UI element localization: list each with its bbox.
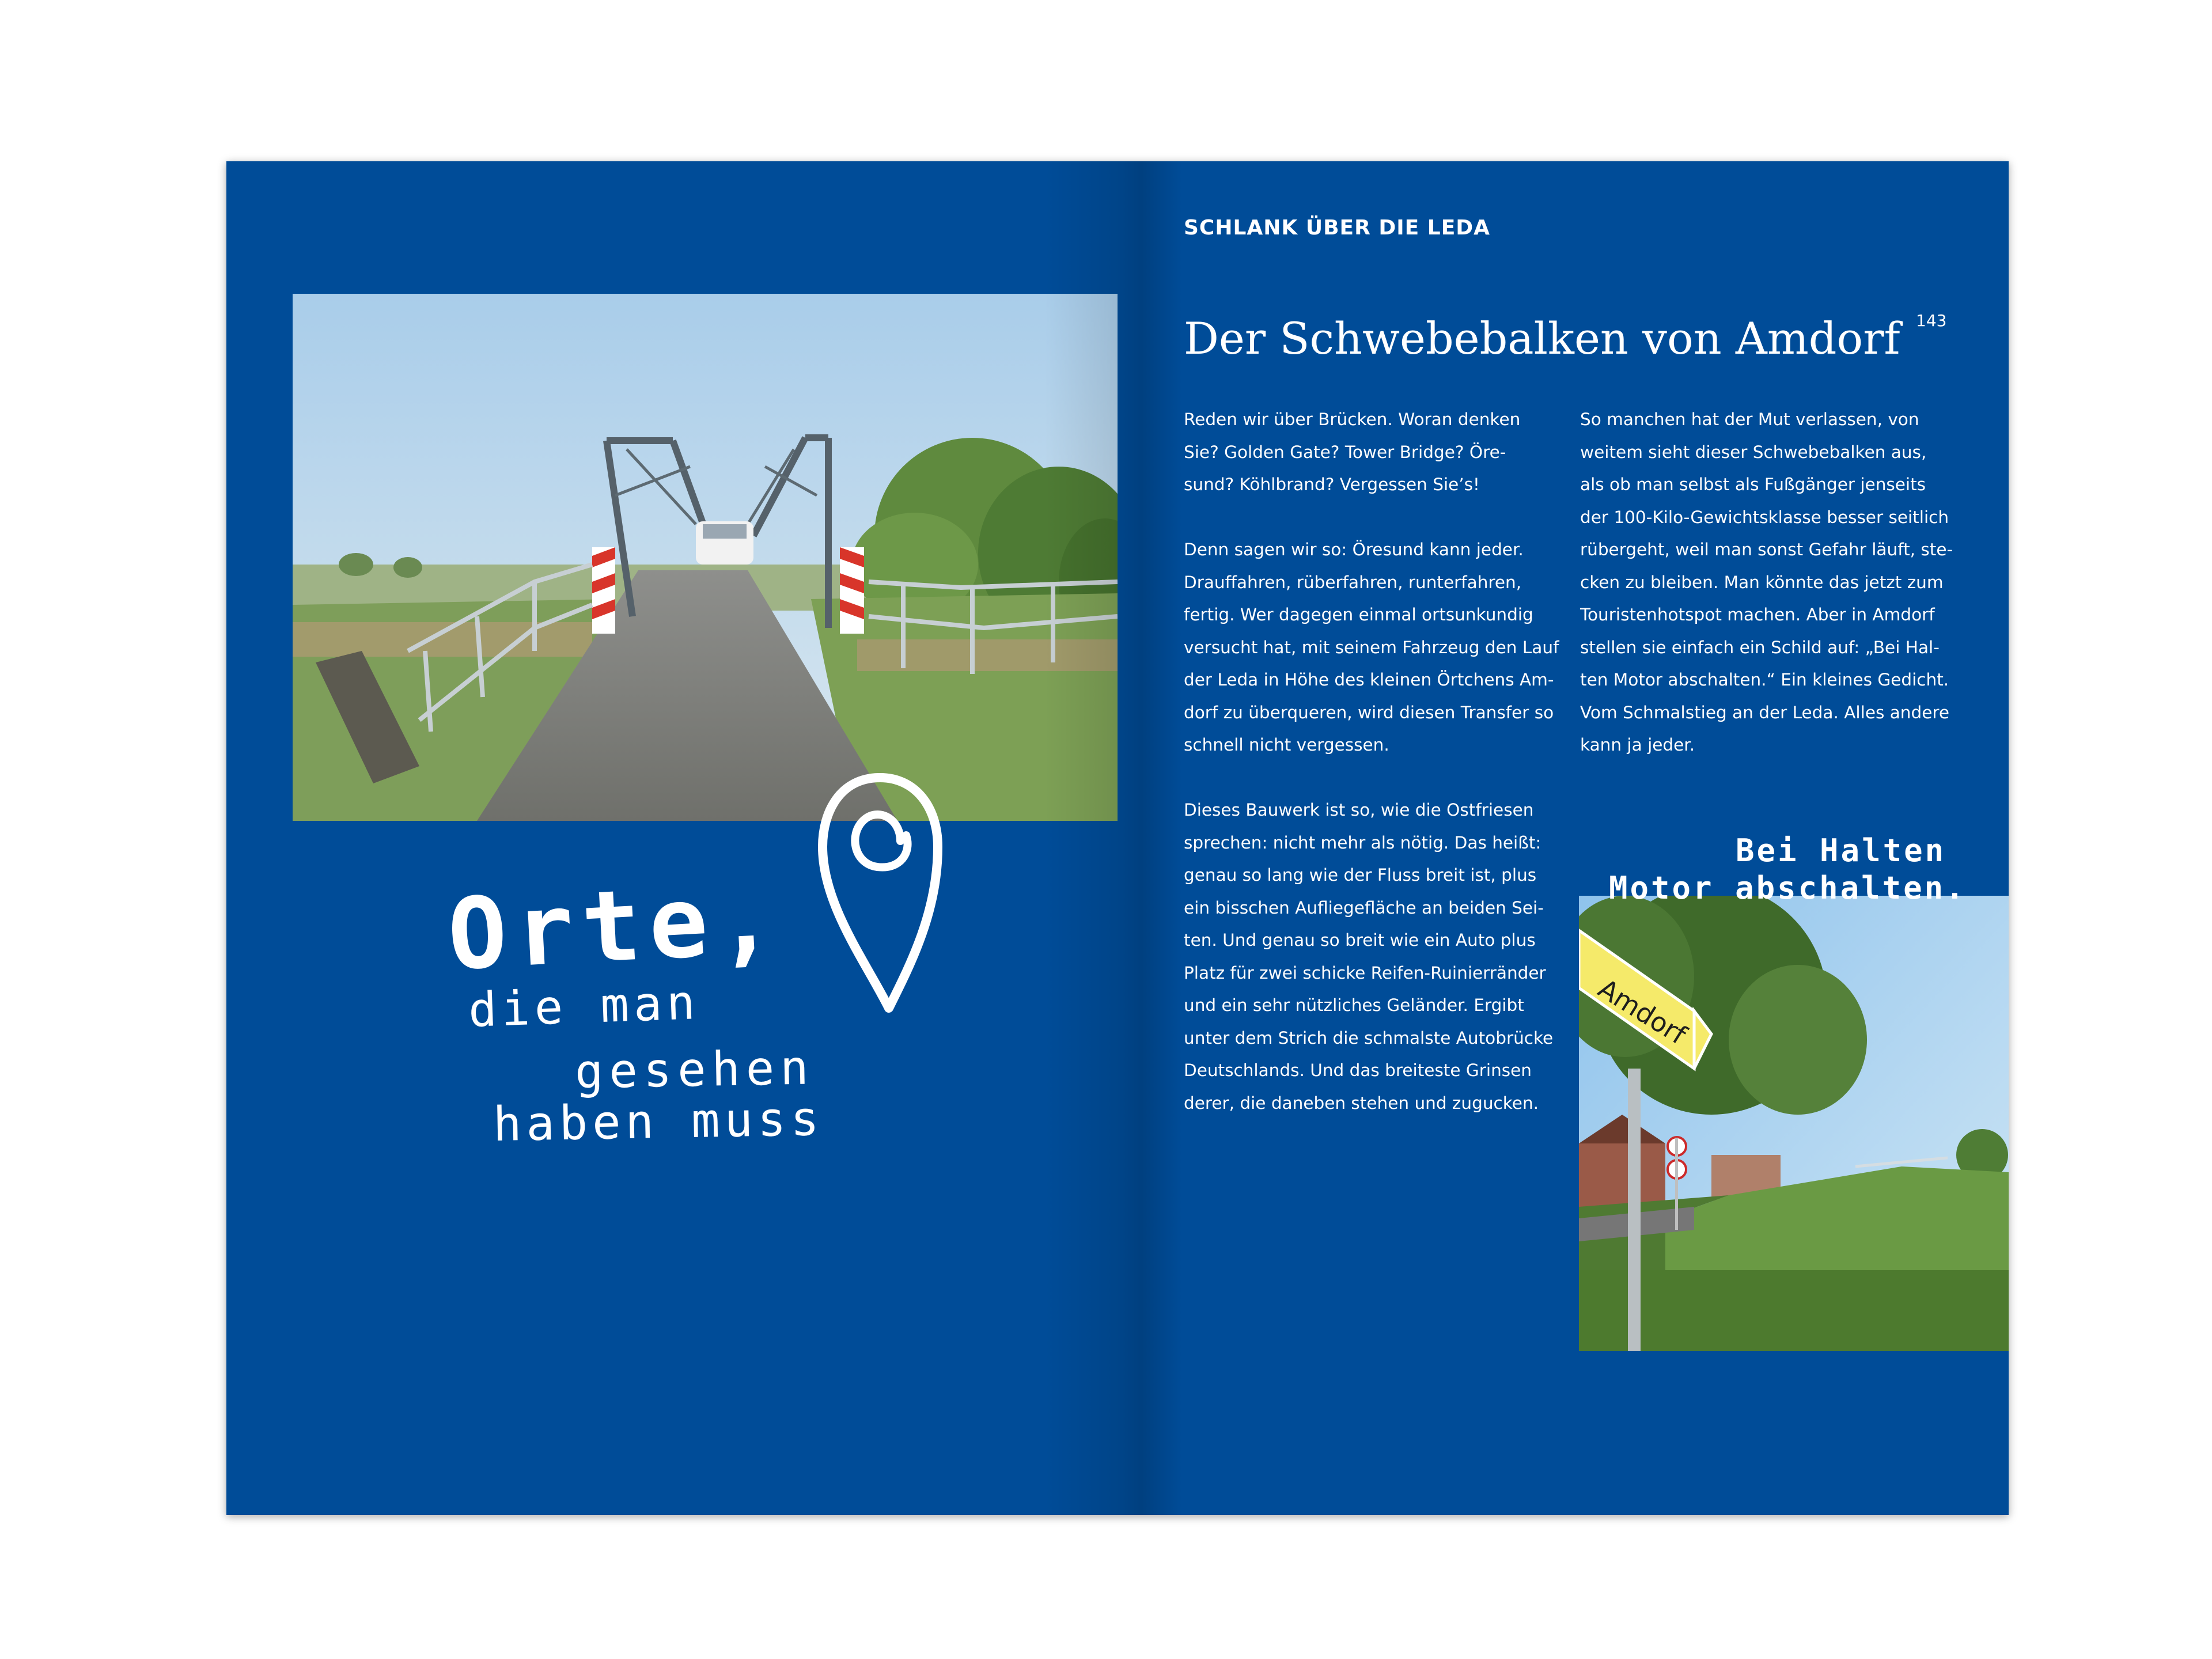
text-column-right [1580, 403, 1953, 794]
text-column-left [1184, 403, 1559, 1152]
town-sign-photo [1579, 896, 2009, 1351]
text-line: stellen sie einfach ein Schild auf: „Bei Hal- [1580, 637, 1940, 657]
text-line: der 100-Kilo-Gewichtsklasse besser seitlich [1580, 507, 1949, 527]
text-line: Sie? Golden Gate? Tower Bridge? Öre- [1184, 442, 1506, 462]
text-line: cken zu bleiben. Man könnte das jetzt zum [1580, 572, 1944, 592]
text-line: Touristenhotspot machen. Aber in Amdorf [1580, 605, 1935, 624]
text-line: ten Motor abschalten.“ Ein kleines Gedicht. [1580, 670, 1949, 690]
text-line: fertig. Wer dagegen einmal ortsunkundig [1184, 605, 1533, 624]
article-title: Der Schwebebalken von Amdorf [1184, 313, 1900, 364]
text-line: Deutschlands. Und das breiteste Grinsen [1184, 1060, 1532, 1080]
paragraph-1 [1184, 403, 1541, 501]
handwriting-line-4: haben muss [493, 1092, 824, 1152]
text-line: Reden wir über Brücken. Woran denken [1184, 410, 1521, 429]
text-line: als ob man selbst als Fußgänger jenseits [1580, 475, 1926, 494]
text-line: Denn sagen wir so: Öresund kann jeder. [1184, 540, 1524, 559]
handwriting-line-2: die man [467, 975, 701, 1038]
bridge-photo [293, 294, 1118, 821]
text-line: weitem sieht dieser Schwebebalken aus, [1580, 442, 1927, 462]
text-line: Vom Schmalstieg an der Leda. Alles andere [1580, 702, 1949, 722]
text-line: unter dem Strich die schmalste Autobrücke [1184, 1028, 1554, 1048]
text-line: So manchen hat der Mut verlassen, von [1580, 410, 1919, 429]
text-line: versucht hat, mit seinem Fahrzeug den Lauf [1184, 637, 1559, 657]
text-line: ten. Und genau so breit wie ein Auto plus [1184, 930, 1536, 950]
text-line: rübergeht, weil man sonst Gefahr läuft, ste- [1580, 540, 1953, 559]
handwriting-line-3: gesehen [574, 1040, 815, 1100]
text-line: und ein sehr nützliches Geländer. Ergibt [1184, 995, 1524, 1015]
paragraph-3 [1184, 794, 1554, 1119]
text-line: genau so lang wie der Fluss breit ist, plus [1184, 865, 1537, 885]
text-line: Dieses Bauwerk ist so, wie die Ostfriesen [1184, 800, 1534, 820]
text-line: derer, die daneben stehen und zugucken. [1184, 1093, 1539, 1113]
book-spread [226, 161, 2009, 1515]
text-line: Platz für zwei schicke Reifen-Ruinierränder [1184, 963, 1546, 983]
text-line: dorf zu überqueren, wird diesen Transfer so [1184, 702, 1554, 722]
paragraph-2 [1184, 533, 1559, 762]
town-sign-photo-image [1579, 896, 2009, 1351]
page-number: 143 [1916, 311, 1947, 330]
text-line: schnell nicht vergessen. [1184, 735, 1389, 755]
map-pin-icon [814, 766, 946, 1025]
paragraph-4 [1580, 403, 1953, 762]
text-line: sund? Köhlbrand? Vergessen Sie’s! [1184, 475, 1480, 494]
section-label: SCHLANK ÜBER DIE LEDA [1184, 216, 1491, 240]
text-line: kann ja jeder. [1580, 735, 1695, 755]
bridge-photo-image [293, 294, 1118, 821]
text-line: sprechen: nicht mehr als nötig. Das heißt: [1184, 832, 1541, 853]
handwriting-caption-2: Motor abschalten. [1609, 870, 1967, 906]
text-line: der Leda in Höhe des kleinen Örtchens Am- [1184, 670, 1554, 690]
handwriting-caption-1: Bei Halten [1736, 832, 1946, 869]
handwriting-orte: Orte, [445, 861, 786, 993]
town-sign-text: Amdorf [1593, 972, 1692, 1051]
text-line: Drauffahren, rüberfahren, runterfahren, [1184, 572, 1522, 592]
text-line: ein bisschen Aufliegefläche an beiden Sei- [1184, 897, 1544, 918]
